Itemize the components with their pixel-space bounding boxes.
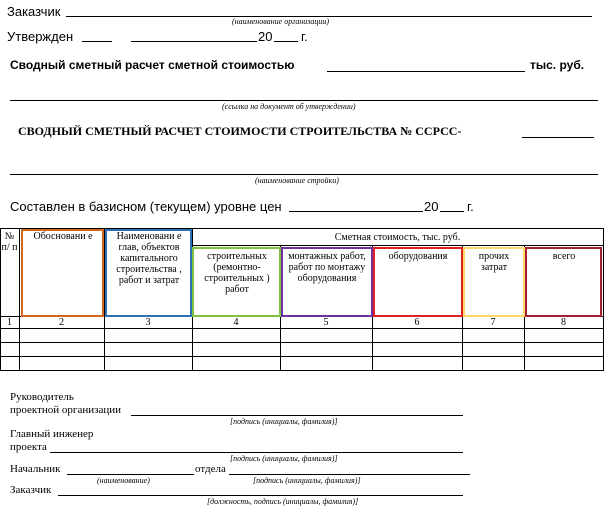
chief-label-1: Главный инженер [10,428,94,440]
col-number: 1 [7,317,12,328]
col-number: 4 [233,317,239,328]
main-title-number-line[interactable] [522,137,594,138]
customer-label: Заказчик [7,4,61,19]
approved-year-line[interactable] [274,41,298,42]
col-total-header: всего [552,251,576,262]
col-number: 3 [145,317,151,328]
main-title: СВОДНЫЙ СМЕТНЫЙ РАСЧЕТ СТОИМОСТИ СТРОИТЕЛЬСТВА № ССРСС- [18,124,462,138]
chief-sign-note: [подпись (инициалы, фамилия)] [230,454,338,463]
compiled-label: Составлен в базисном (текущем) уровне цен [10,199,282,214]
col-other-header: прочих затрат [478,251,510,273]
dept-sign-note: [подпись (инициалы, фамилия)] [253,476,361,485]
head-sign-note: [подпись (инициалы, фамилия)] [230,417,338,426]
head-signature-line[interactable] [131,415,463,416]
compiled-year-prefix: 20 [424,199,439,214]
col-equipment-header: оборудования [388,251,448,262]
approved-label: Утвержден [7,29,74,44]
approved-year-prefix: 20 [258,29,273,44]
col-number: 5 [323,317,329,328]
customer-sign-label: Заказчик [10,484,52,496]
table-row-line [0,342,604,343]
highlight-basis [21,229,104,317]
summary-unit: тыс. руб. [530,58,585,72]
compiled-year-line[interactable] [440,211,464,212]
table-bottom-border [0,370,604,371]
construction-line[interactable] [10,174,598,175]
dept-signature-line[interactable] [229,474,470,475]
compiled-date-line[interactable] [289,211,423,212]
construction-note: (наименование стройки) [255,176,339,185]
col-num-header: № п/ п [1,231,18,253]
chief-signature-line[interactable] [50,452,463,453]
summary-value-line[interactable] [327,71,525,72]
col-construction-header: строительных (ремонтно-строительных ) работ [204,251,270,295]
table-vline [603,228,604,370]
customer-signature-line[interactable] [58,495,463,496]
col-installation-header: монтажных работ, работ по монтажу оборудования [288,251,366,284]
dept-label: отдела [195,463,226,475]
table-number-row-bottom [0,328,604,329]
cost-group-header: Сметная стоимость, тыс. руб. [334,232,461,243]
position-note: [должность, подпись (инициалы, фамилия)] [207,497,359,506]
approved-day-line[interactable] [82,41,112,42]
ref-line[interactable] [10,100,598,101]
col-basis-header: Обосновани е [33,231,93,242]
dept-name-note: (наименование) [97,476,150,485]
dept-name-line[interactable] [67,474,194,475]
ref-note: (ссылка на документ об утверждении) [222,102,356,111]
dept-head-label: Начальник [10,463,61,475]
head-label-2: проектной организации [10,404,121,416]
col-number: 7 [490,317,496,328]
col-names-header: Наименовани е глав, объектов капитального строительства , работ и затрат [116,231,182,286]
table-row-line [0,356,604,357]
col-number: 6 [414,317,420,328]
compiled-year-suffix: г. [467,199,474,214]
approved-year-suffix: г. [301,29,308,44]
approved-month-line[interactable] [131,41,257,42]
table-vline [19,228,20,370]
org-note: (наименование организации) [232,17,330,26]
table-group-border [193,245,604,246]
chief-label-2: проекта [10,441,47,453]
col-number: 8 [561,317,566,328]
summary-title: Сводный сметный расчет сметной стоимостью [10,58,295,72]
head-label-1: Руководитель [10,391,74,403]
col-number: 2 [59,317,64,328]
